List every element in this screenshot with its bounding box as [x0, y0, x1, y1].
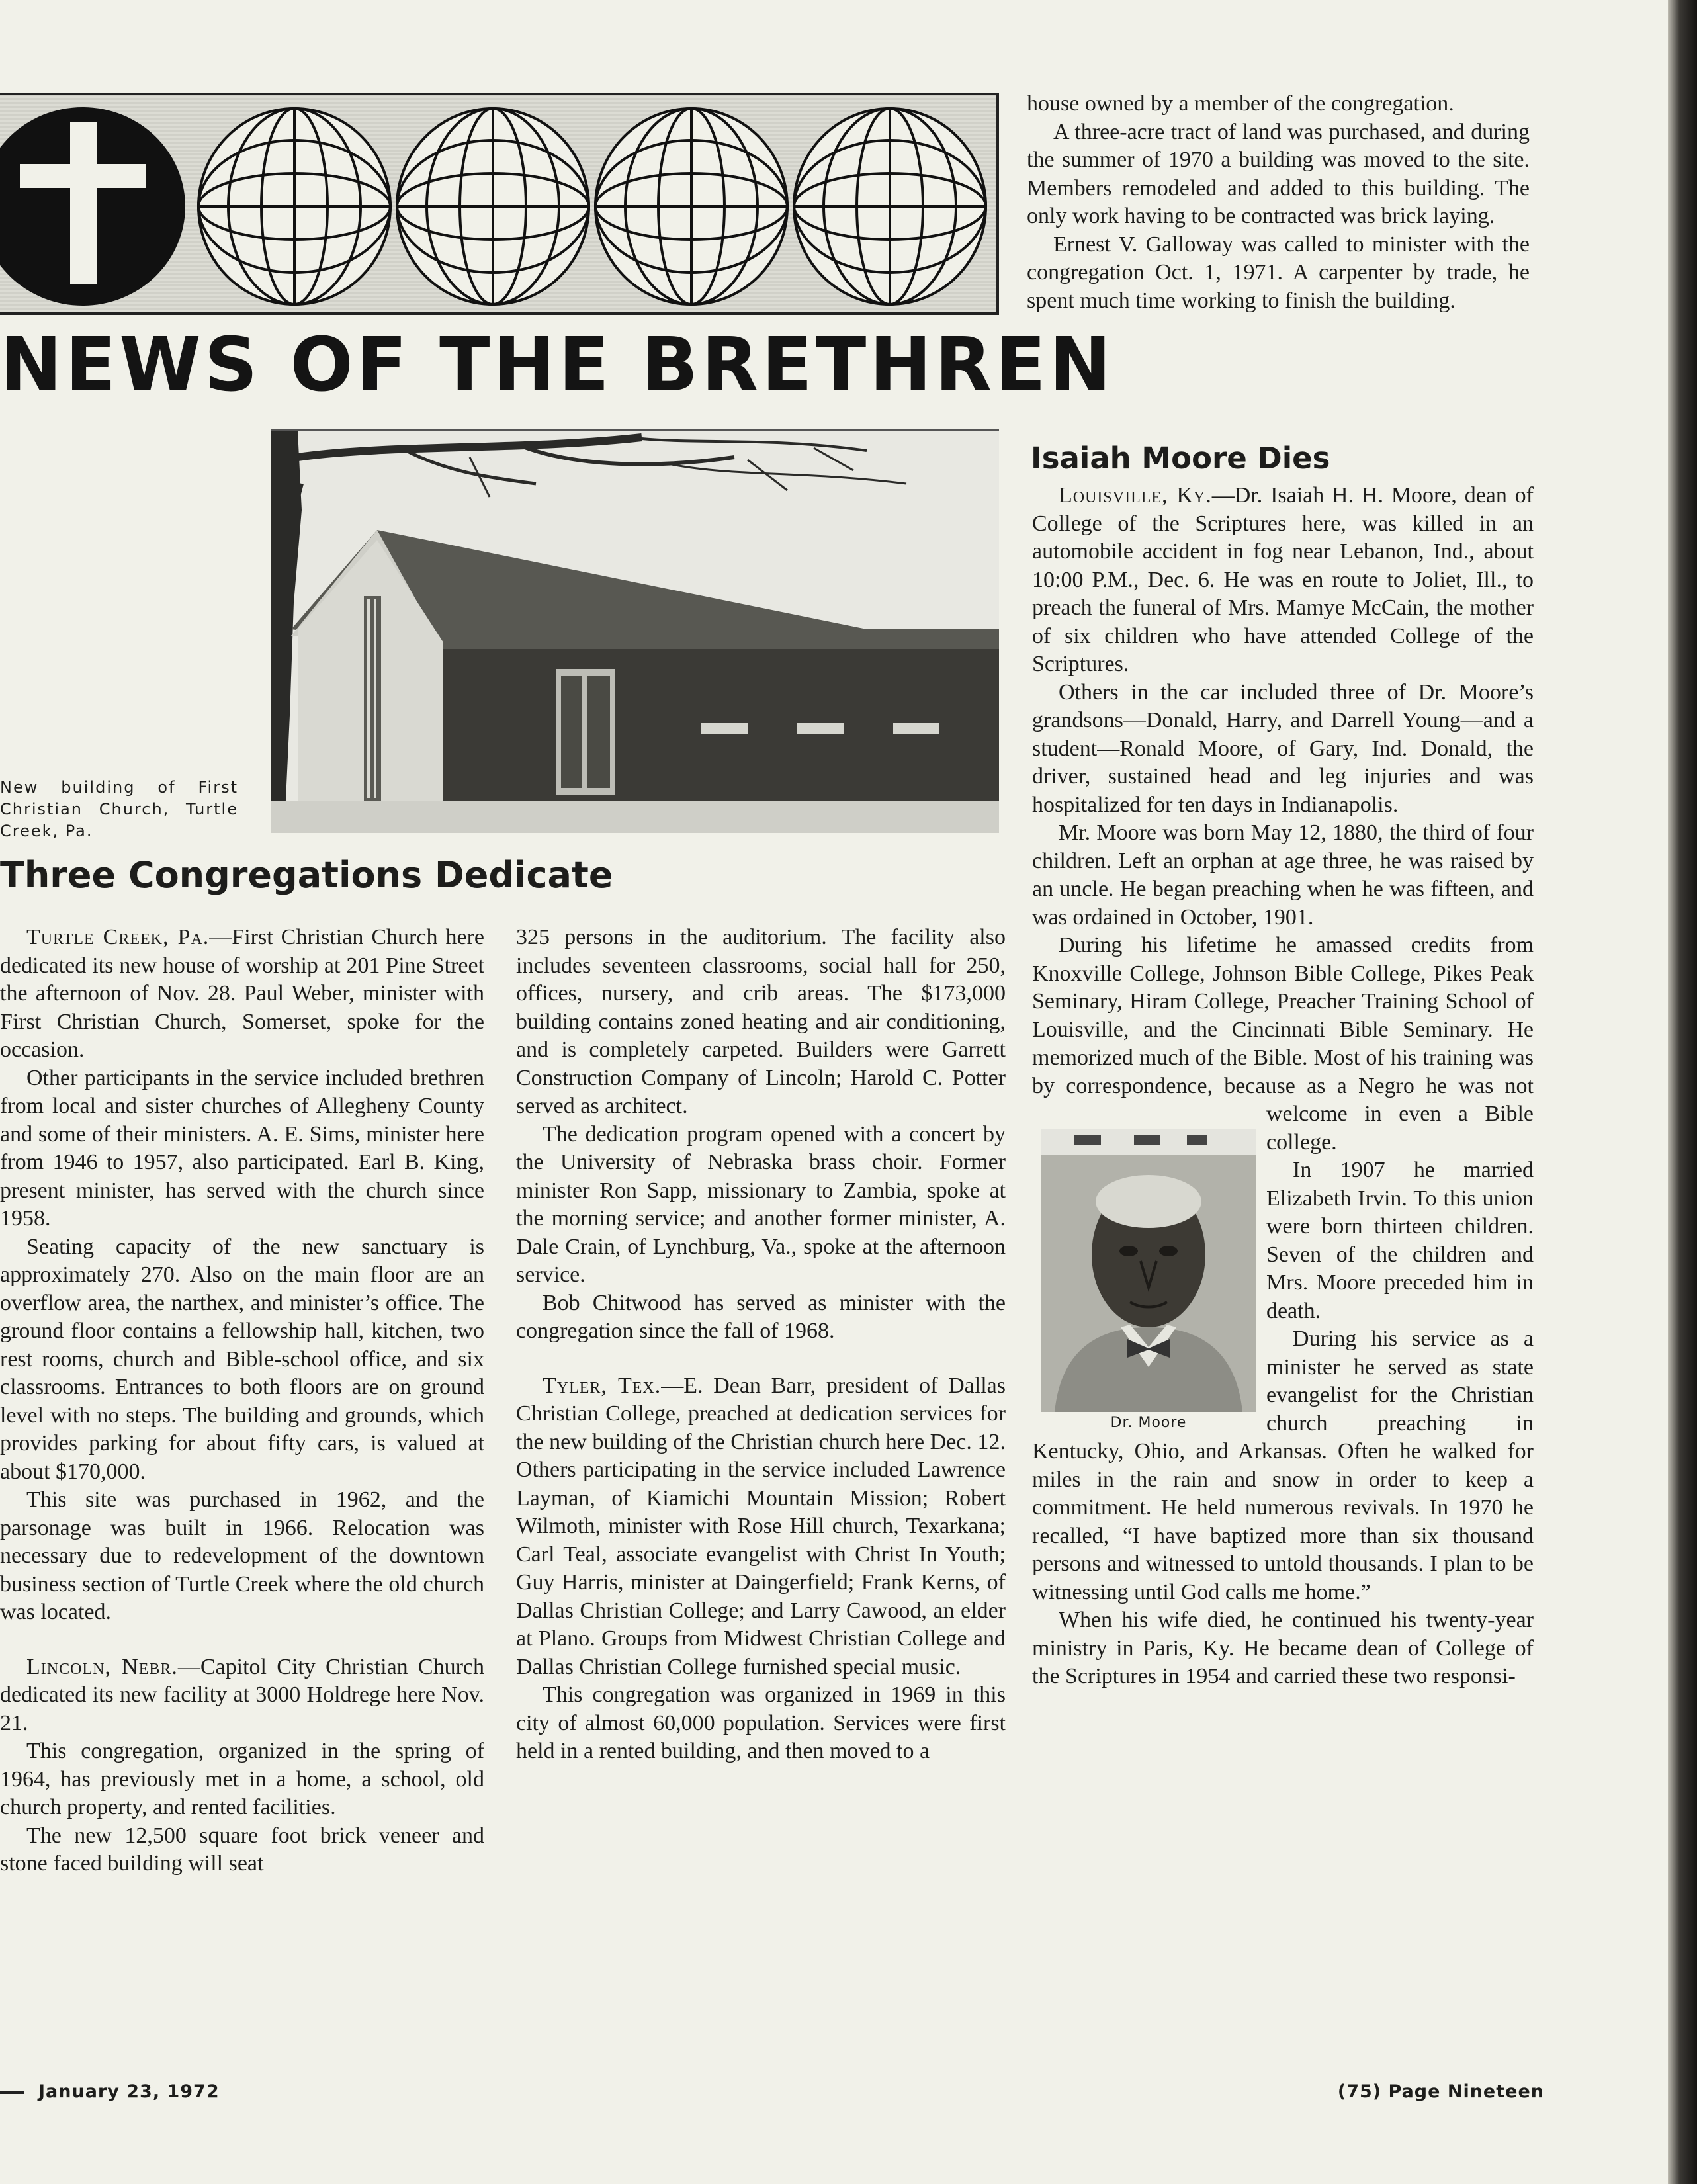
portrait-image: [1041, 1129, 1256, 1412]
church-building-image: [271, 431, 999, 833]
masthead-title: NEWS OF THE BRETHREN: [0, 322, 1115, 408]
portrait-photo: [1041, 1129, 1256, 1412]
story-paragraph: Tyler, Tex.—E. Dean Barr, president of Dallas Christian College, preached at dedication services for the new building of the Christian church here Dec. 12. Others participating in the service included Lawrence Layman, of Kiamichi Mountain Mission; Robert Wilmoth, minister with Rose Hill church, Texarkana; Carl Teal, associate evangelist with Christ In Youth; Guy Harris, minister at Daingerfield; Frank Kerns, of Dallas Christian College; and Larry Cawood, an elder at Plano. Groups from Midwest Christian College and Dallas Christian College furnished special music.: [516, 1373, 1006, 1679]
globe-icon-strip: [0, 95, 999, 315]
footer-rule: [0, 2091, 24, 2094]
story-column-2: [516, 924, 1006, 2048]
story-paragraph: house owned by a member of the congregation.: [1027, 91, 1454, 116]
footer-date: January 23, 1972: [0, 2081, 220, 2102]
story-paragraph: Seating capacity of the new sanctuary is approximately 270. Also on the main floor are an overflow area, the narthex, and minister’s office. The ground floor contains a fellowship hall, kitchen, two rest rooms, church and Bible-school office, and six classrooms. Entrances to both floors are on ground level with no steps. The building and grounds, which provides parking for about fifty cars, is valued at about $170,000.: [0, 1234, 484, 1484]
story-paragraph: Ernest V. Galloway was called to minister with the congregation Oct. 1, 1971. A carpenter by trade, he spent much time working to finish the building.: [1027, 232, 1530, 313]
masthead-banner: [0, 93, 999, 315]
globe-icon: [794, 109, 986, 304]
story-paragraph: This site was purchased in 1962, and the parsonage was built in 1966. Relocation was necessary due to redevelopment of the downtown business section of Turtle Creek where the old church was located.: [0, 1487, 484, 1624]
story-paragraph: Other participants in the service included brethren from local and sister churches of Allegheny County and some of their ministers. A. E. Sims, minister here from 1946 to 1957, also participated. Earl B. King, present minister, has served with the church since 1958.: [0, 1065, 484, 1231]
dateline: Lincoln, Nebr.: [26, 1654, 178, 1679]
church-photo: [271, 429, 999, 833]
story-heading: Three Congregations Dedicate: [0, 854, 613, 896]
obituary-paragraph: Mr. Moore was born May 12, 1880, the third of four children. Left an orphan at age three, he was raised by an uncle. He began preaching when he was fifteen, and was ordained in October, 1901.: [1032, 820, 1534, 930]
obituary-paragraph: Louisville, Ky.—Dr. Isaiah H. H. Moore, dean of College of the Scriptures here, was killed in an automobile accident in fog near Lebanon, Ind., about 10:00 P.M., Dec. 6. He was en route to Joliet, Ill., to preach the funeral of Mrs. Mamye McCain, the mother of six children who have attended College of the Scriptures.: [1032, 483, 1534, 676]
story-paragraph: Turtle Creek, Pa.—First Christian Church here dedicated its new house of worship at 201 Pine Street the afternoon of Nov. 28. Paul Weber, minister with First Christian Church, Somerset, spoke for the occasion.: [0, 925, 484, 1062]
obituary-paragraph: In 1907 he married Elizabeth Irvin. To this union were born thirteen children. Seven of the children and Mrs. Moore preceded him in death.: [1266, 1158, 1534, 1323]
obituary-paragraph: Others in the car included three of Dr. Moore’s grandsons—Donald, Harry, and Darrell Young—and a student—Ronald Moore, of Gary, Ind. Donald, the driver, sustained head and leg injuries and was hospitalized for ten days in Indianapolis.: [1032, 679, 1534, 817]
story-column-3: [1027, 90, 1530, 425]
obituary-paragraph: During his service as a minister he served as state evangelist for the Christian church preaching in Kentucky, Ohio, and Arkansas. Often he walked for miles in the rain and snow in order to keep a commitment. He held numerous revivals. In 1970 he recalled, “I have baptized more than six thousand persons and witnessed to untold thousands. I plan to be witnessing until God calls me home.”: [1032, 1327, 1534, 1604]
story-paragraph: Bob Chitwood has served as minister with the congregation since the fall of 1968.: [516, 1290, 1006, 1343]
obituary-paragraph: During his lifetime he amassed credits from Knoxville College, Johnson Bible College, Pikes Peak Seminary, Hiram College, Preacher Training School of Louisville, and the Cincinnati Bible Seminary. He memorized much of the Bible. Most of his training was by correspondence, because as a Negro he was not welcome in even a Bible college.: [1032, 933, 1534, 1155]
story-paragraph: The new 12,500 square foot brick veneer and stone faced building will seat: [0, 1823, 484, 1876]
story-paragraph: Lincoln, Nebr.—Capitol City Christian Church dedicated its new facility at 3000 Holdrege here Nov. 21.: [0, 1654, 484, 1735]
globe-icon: [595, 109, 787, 304]
story-paragraph: The dedication program opened with a concert by the University of Nebraska brass choir. Former minister Ron Sapp, missionary to Zambia, spoke at the morning service; and another former minister, A. Dale Crain, of Lynchburg, Va., spoke at the afternoon service.: [516, 1121, 1006, 1287]
cross-icon: [0, 107, 185, 306]
portrait-caption: Dr. Moore: [1110, 1415, 1187, 1431]
dateline: Turtle Creek, Pa.: [26, 925, 210, 949]
story-paragraph: 325 persons in the auditorium. The facility also includes seventeen classrooms, social hall for 250, offices, nursery, and crib areas. The $173,000 building contains zoned heating and air conditioning, and is completely carpeted. Builders were Garrett Construction Company of Lincoln; Harold C. Potter served as architect.: [516, 925, 1006, 1118]
obituary-paragraph: When his wife died, he continued his twenty-year ministry in Paris, Ky. He became dean of College of the Scriptures in 1954 and carried these two responsi-: [1032, 1608, 1534, 1688]
dateline: Tyler, Tex.: [543, 1373, 662, 1398]
globe-icon: [198, 109, 390, 304]
obituary-heading: Isaiah Moore Dies: [1031, 441, 1330, 476]
story-paragraph: A three-acre tract of land was purchased, and during the summer of 1970 a building was moved to the site. Members remodeled and added to this building. The only work having to be contracted was brick laying.: [1027, 119, 1530, 228]
story-paragraph: This congregation, organized in the spring of 1964, has previously met in a home, a school, old church property, and rented facilities.: [0, 1739, 484, 1819]
globe-icon: [397, 109, 589, 304]
footer-page-number: (75) Page Nineteen: [1337, 2081, 1544, 2102]
dateline: Louisville, Ky.: [1059, 483, 1212, 507]
story-paragraph: This congregation was organized in 1969 in this city of almost 60,000 population. Services were first held in a rented building, and then moved to a: [516, 1682, 1006, 1763]
photo-caption: New building of First Christian Church, Turtle Creek, Pa.: [0, 778, 238, 840]
story-column-1: [0, 924, 484, 2048]
page-edge: [1668, 0, 1697, 2184]
